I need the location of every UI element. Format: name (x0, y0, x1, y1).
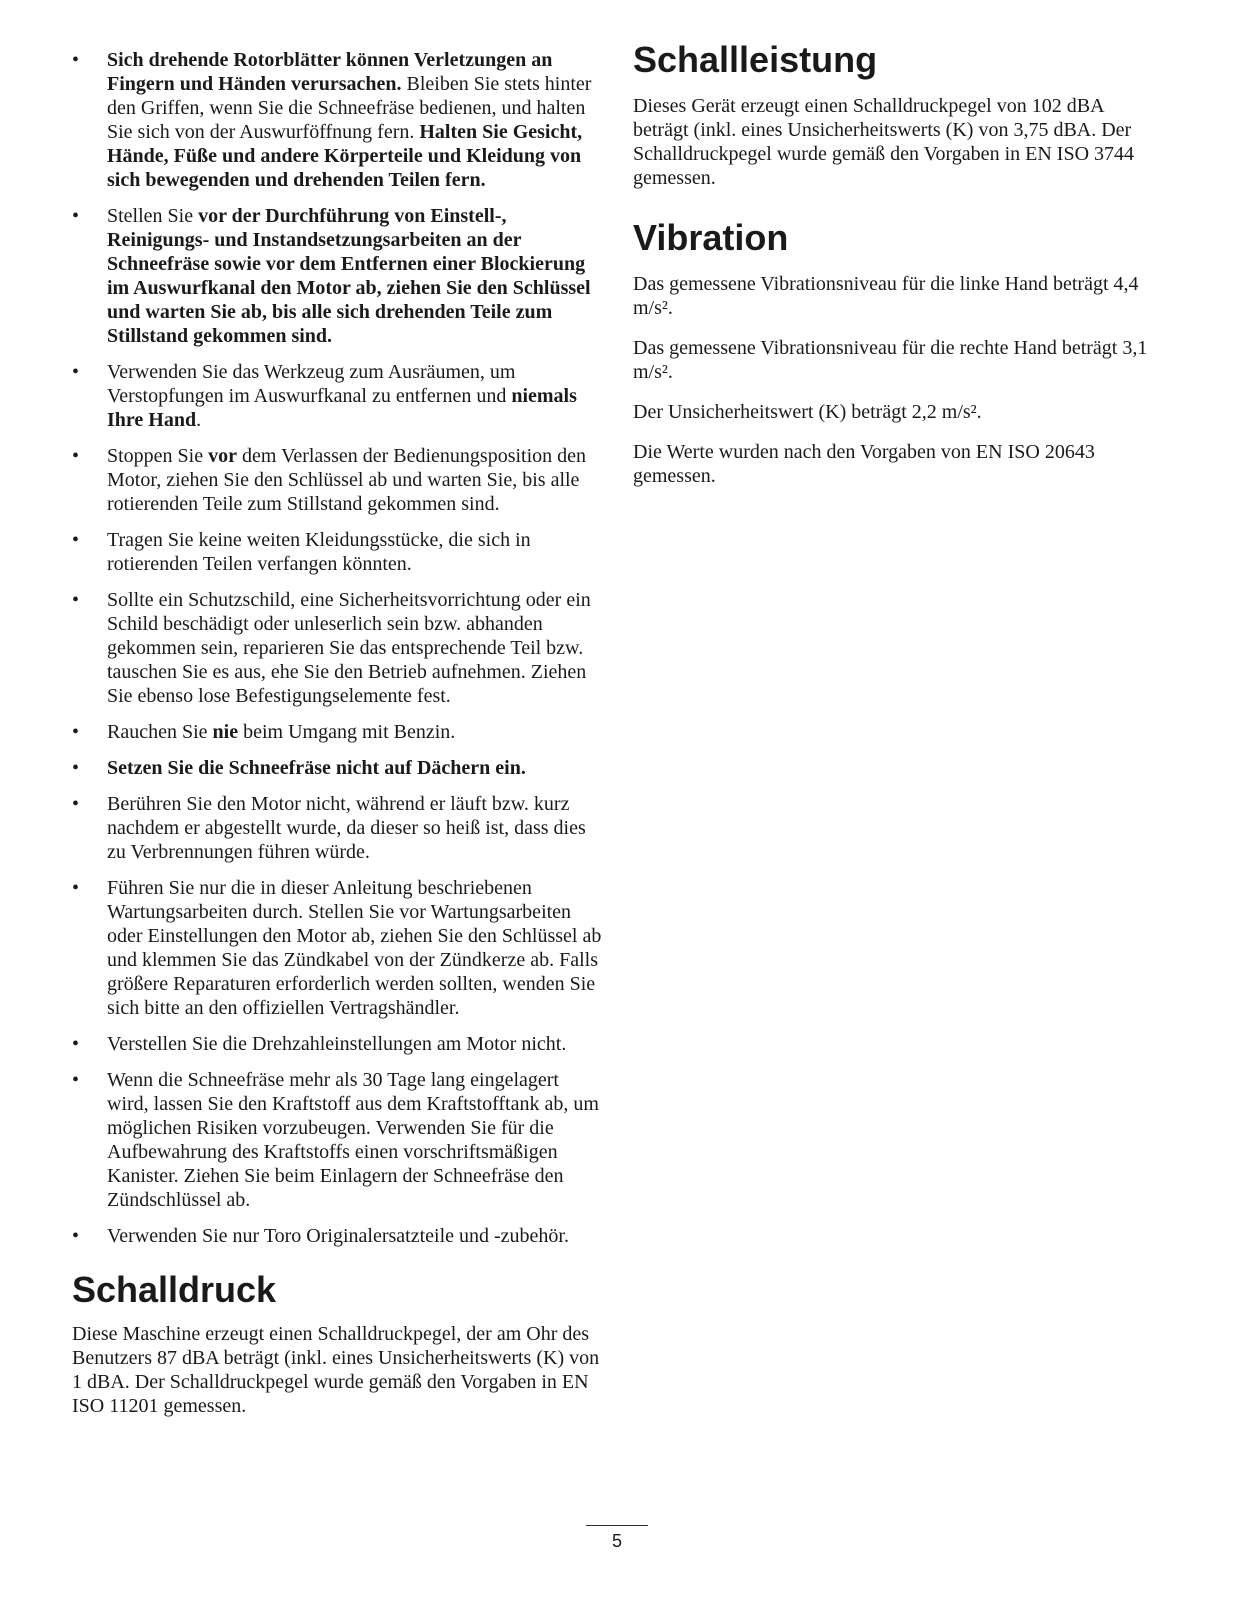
text: Verwenden Sie das Werkzeug zum Ausräumen, um Verstopfungen im Auswurfkanal zu entfernen und (107, 361, 516, 407)
list-item (72, 1068, 602, 1212)
bold-text: vor (208, 445, 238, 467)
bold-text: Halten Sie Gesicht, Hände, Füße und andere Körperteile und Kleidung von sich bewegenden und drehenden Teilen fern. (107, 121, 583, 191)
schalldruck-heading: Schalldruck (72, 1269, 277, 1310)
left-column (72, 48, 602, 1434)
text: Wenn die Schneefräse mehr als 30 Tage lang eingelagert wird, lassen Sie den Kraftstoff aus dem Kraftstofftank ab, um möglichen Risiken vorzubeugen. Verwenden Sie für die Aufbewahrung des Kraftstoffs einen vorschriftsmäßigen Kanister. Ziehen Sie beim Einlagern der Schneefräse den Zündschlüssel ab. (107, 1069, 599, 1211)
list-item (72, 444, 602, 516)
schallleistung-heading: Schallleistung (633, 39, 878, 80)
list-item (72, 204, 602, 348)
vibration-right-hand-text: Das gemessene Vibrationsniveau für die rechte Hand beträgt 3,1 m/s². (633, 337, 1148, 383)
text: Verstellen Sie die Drehzahleinstellungen am Motor nicht. (107, 1033, 567, 1055)
vibration-uncertainty-text: Der Unsicherheitswert (K) beträgt 2,2 m/s². (633, 401, 982, 423)
text: Verwenden Sie nur Toro Originalersatzteile und -zubehör. (107, 1225, 569, 1247)
vibration-left-hand-text: Das gemessene Vibrationsniveau für die linke Hand beträgt 4,4 m/s². (633, 273, 1139, 319)
footer-divider (586, 1525, 648, 1526)
right-column (633, 38, 1161, 504)
list-item (72, 876, 602, 1020)
text: Tragen Sie keine weiten Kleidungsstücke, die sich in rotierenden Teilen verfangen könnten. (107, 529, 531, 575)
list-item (72, 360, 602, 432)
bold-text: vor der Durchführung von Einstell-, Reinigungs- und Instandsetzungsarbeiten an der Schneefräse sowie vor dem Entfernen einer Blockierung im Auswurfkanal den Motor ab, ziehen Sie den Schlüssel und warten Sie ab, bis alle sich drehenden Teile zum Stillstand gekommen sind. (107, 205, 591, 347)
safety-bullet-list (72, 48, 602, 1248)
vibration-standard-text: Die Werte wurden nach den Vorgaben von EN ISO 20643 gemessen. (633, 441, 1095, 487)
list-item (72, 1032, 602, 1056)
list-item (72, 720, 602, 744)
text: . (196, 409, 202, 431)
bold-text: niemals Ihre Hand (107, 385, 577, 431)
text: Rauchen Sie (107, 721, 213, 743)
list-item (72, 756, 602, 780)
vibration-heading: Vibration (633, 217, 789, 258)
text: dem Verlassen der Bedienungsposition den Motor, ziehen Sie den Schlüssel ab und warten Sie, bis alle rotierenden Teile zum Stillstand gekommen sind. (107, 445, 587, 515)
text: Berühren Sie den Motor nicht, während er läuft bzw. kurz nachdem er abgestellt wurde, da dieser so heiß ist, dass dies zu Verbrennungen führen würde. (107, 793, 586, 863)
bold-text: Setzen Sie die Schneefräse nicht auf Dächern ein. (107, 757, 526, 779)
text: Sollte ein Schutzschild, eine Sicherheitsvorrichtung oder ein Schild beschädigt oder unleserlich sein bzw. abhanden gekommen sein, reparieren Sie das entsprechende Teil bzw. tauschen Sie es aus, ehe Sie den Betrieb aufnehmen. Ziehen Sie ebenso lose Befestigungselemente fest. (107, 589, 591, 707)
schalldruck-text: Diese Maschine erzeugt einen Schalldruckpegel, der am Ohr des Benutzers 87 dBA beträgt (inkl. eines Unsicherheitswerts (K) von 1 dBA. Der Schalldruckpegel wurde gemäß den Vorgaben in EN ISO 11201 gemessen. (72, 1323, 600, 1417)
list-item (72, 792, 602, 864)
schallleistung-text: Dieses Gerät erzeugt einen Schalldruckpegel von 102 dBA beträgt (inkl. eines Unsicherheitswerts (K) von 3,75 dBA. Der Schalldruckpegel wurde gemäß den Vorgaben in EN ISO 3744 gemessen. (633, 95, 1135, 189)
text: beim Umgang mit Benzin. (238, 721, 456, 743)
list-item (72, 528, 602, 576)
text: Führen Sie nur die in dieser Anleitung beschriebenen Wartungsarbeiten durch. Stellen Sie vor Wartungsarbeiten oder Einstellungen den Motor ab, ziehen Sie den Schlüssel ab und klemmen Sie das Zündkabel von der Zündkerze ab. Falls größere Reparaturen erforderlich werden sollten, wenden Sie sich bitte an den offiziellen Vertragshändler. (107, 877, 602, 1019)
bold-text: Sich drehende Rotorblätter können Verletzungen an Fingern und Händen verursachen. (107, 49, 553, 95)
text: Bleiben Sie stets hinter den Griffen, wenn Sie die Schneefräse bedienen, und halten Sie sich von der Auswurföffnung fern. (107, 73, 592, 143)
bold-text: nie (212, 721, 239, 743)
list-item (72, 1224, 602, 1248)
text: Stellen Sie (107, 205, 199, 227)
list-item (72, 588, 602, 708)
text: Stoppen Sie (107, 445, 209, 467)
page-number: 5 (611, 1531, 622, 1551)
list-item (72, 48, 602, 192)
